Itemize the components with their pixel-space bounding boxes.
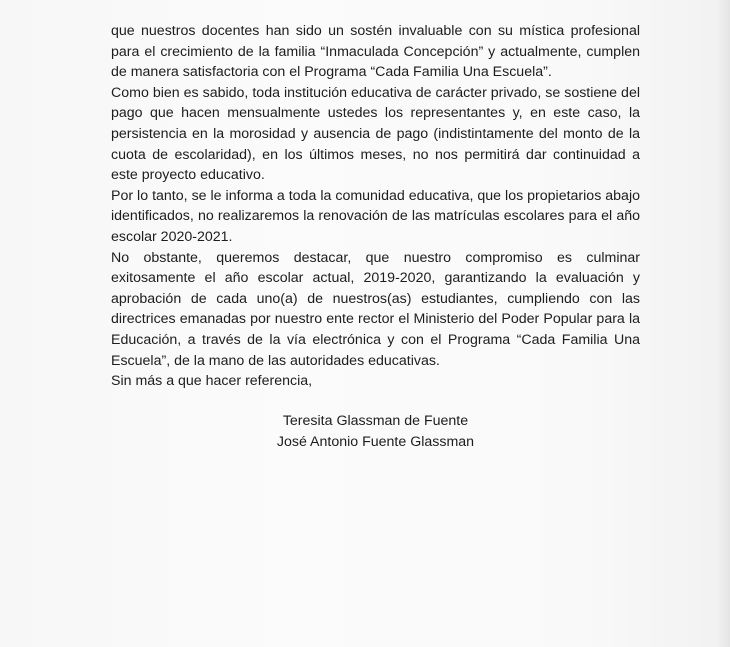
page-edge-shadow <box>716 0 730 647</box>
paragraph-institucion-privada: Como bien es sabido, toda institución educativa de carácter privado, se sostiene del pago que hacen mensualmente ustedes los representantes y, en este caso, la persistencia en la morosidad y ausencia de pago (indistintamente del monto de la cuota de escolaridad), en los últimos meses, no nos permitirá dar continuidad a este proyecto educativo. <box>111 84 640 184</box>
signature-block <box>111 411 640 452</box>
letter-body <box>111 21 640 392</box>
paragraph-compromiso: No obstante, queremos destacar, que nuestro compromiso es culminar exitosamente el año escolar actual, 2019-2020, garantizando la evaluación y aprobación de cada uno(a) de nuestros(as) estudiantes, cumpliendo con las directrices emanadas por nuestro ente rector el Ministerio del Poder Popular para la Educación, a través de la vía electrónica y con el Programa “Cada Familia Una Escuela”, de la mano de las autoridades educativas. <box>111 249 640 369</box>
closing-line: Sin más a que hacer referencia, <box>111 373 313 390</box>
paragraph-no-renovacion: Por lo tanto, se le informa a toda la comunidad educativa, que los propietarios abajo identificados, no realizaremos la renovación de las matrículas escolares para el año escolar 2020-2021. <box>111 187 640 245</box>
signer-name: Teresita Glassman de Fuente <box>282 413 469 429</box>
paragraph-docentes: que nuestros docentes han sido un sostén invaluable con su mística profesional para el crecimiento de la familia “Inmaculada Concepción” y actualmente, cumplen de manera satisfactoria con el Programa “Cada Familia Una Escuela”. <box>111 23 640 81</box>
signer-name: José Antonio Fuente Glassman <box>276 433 475 450</box>
